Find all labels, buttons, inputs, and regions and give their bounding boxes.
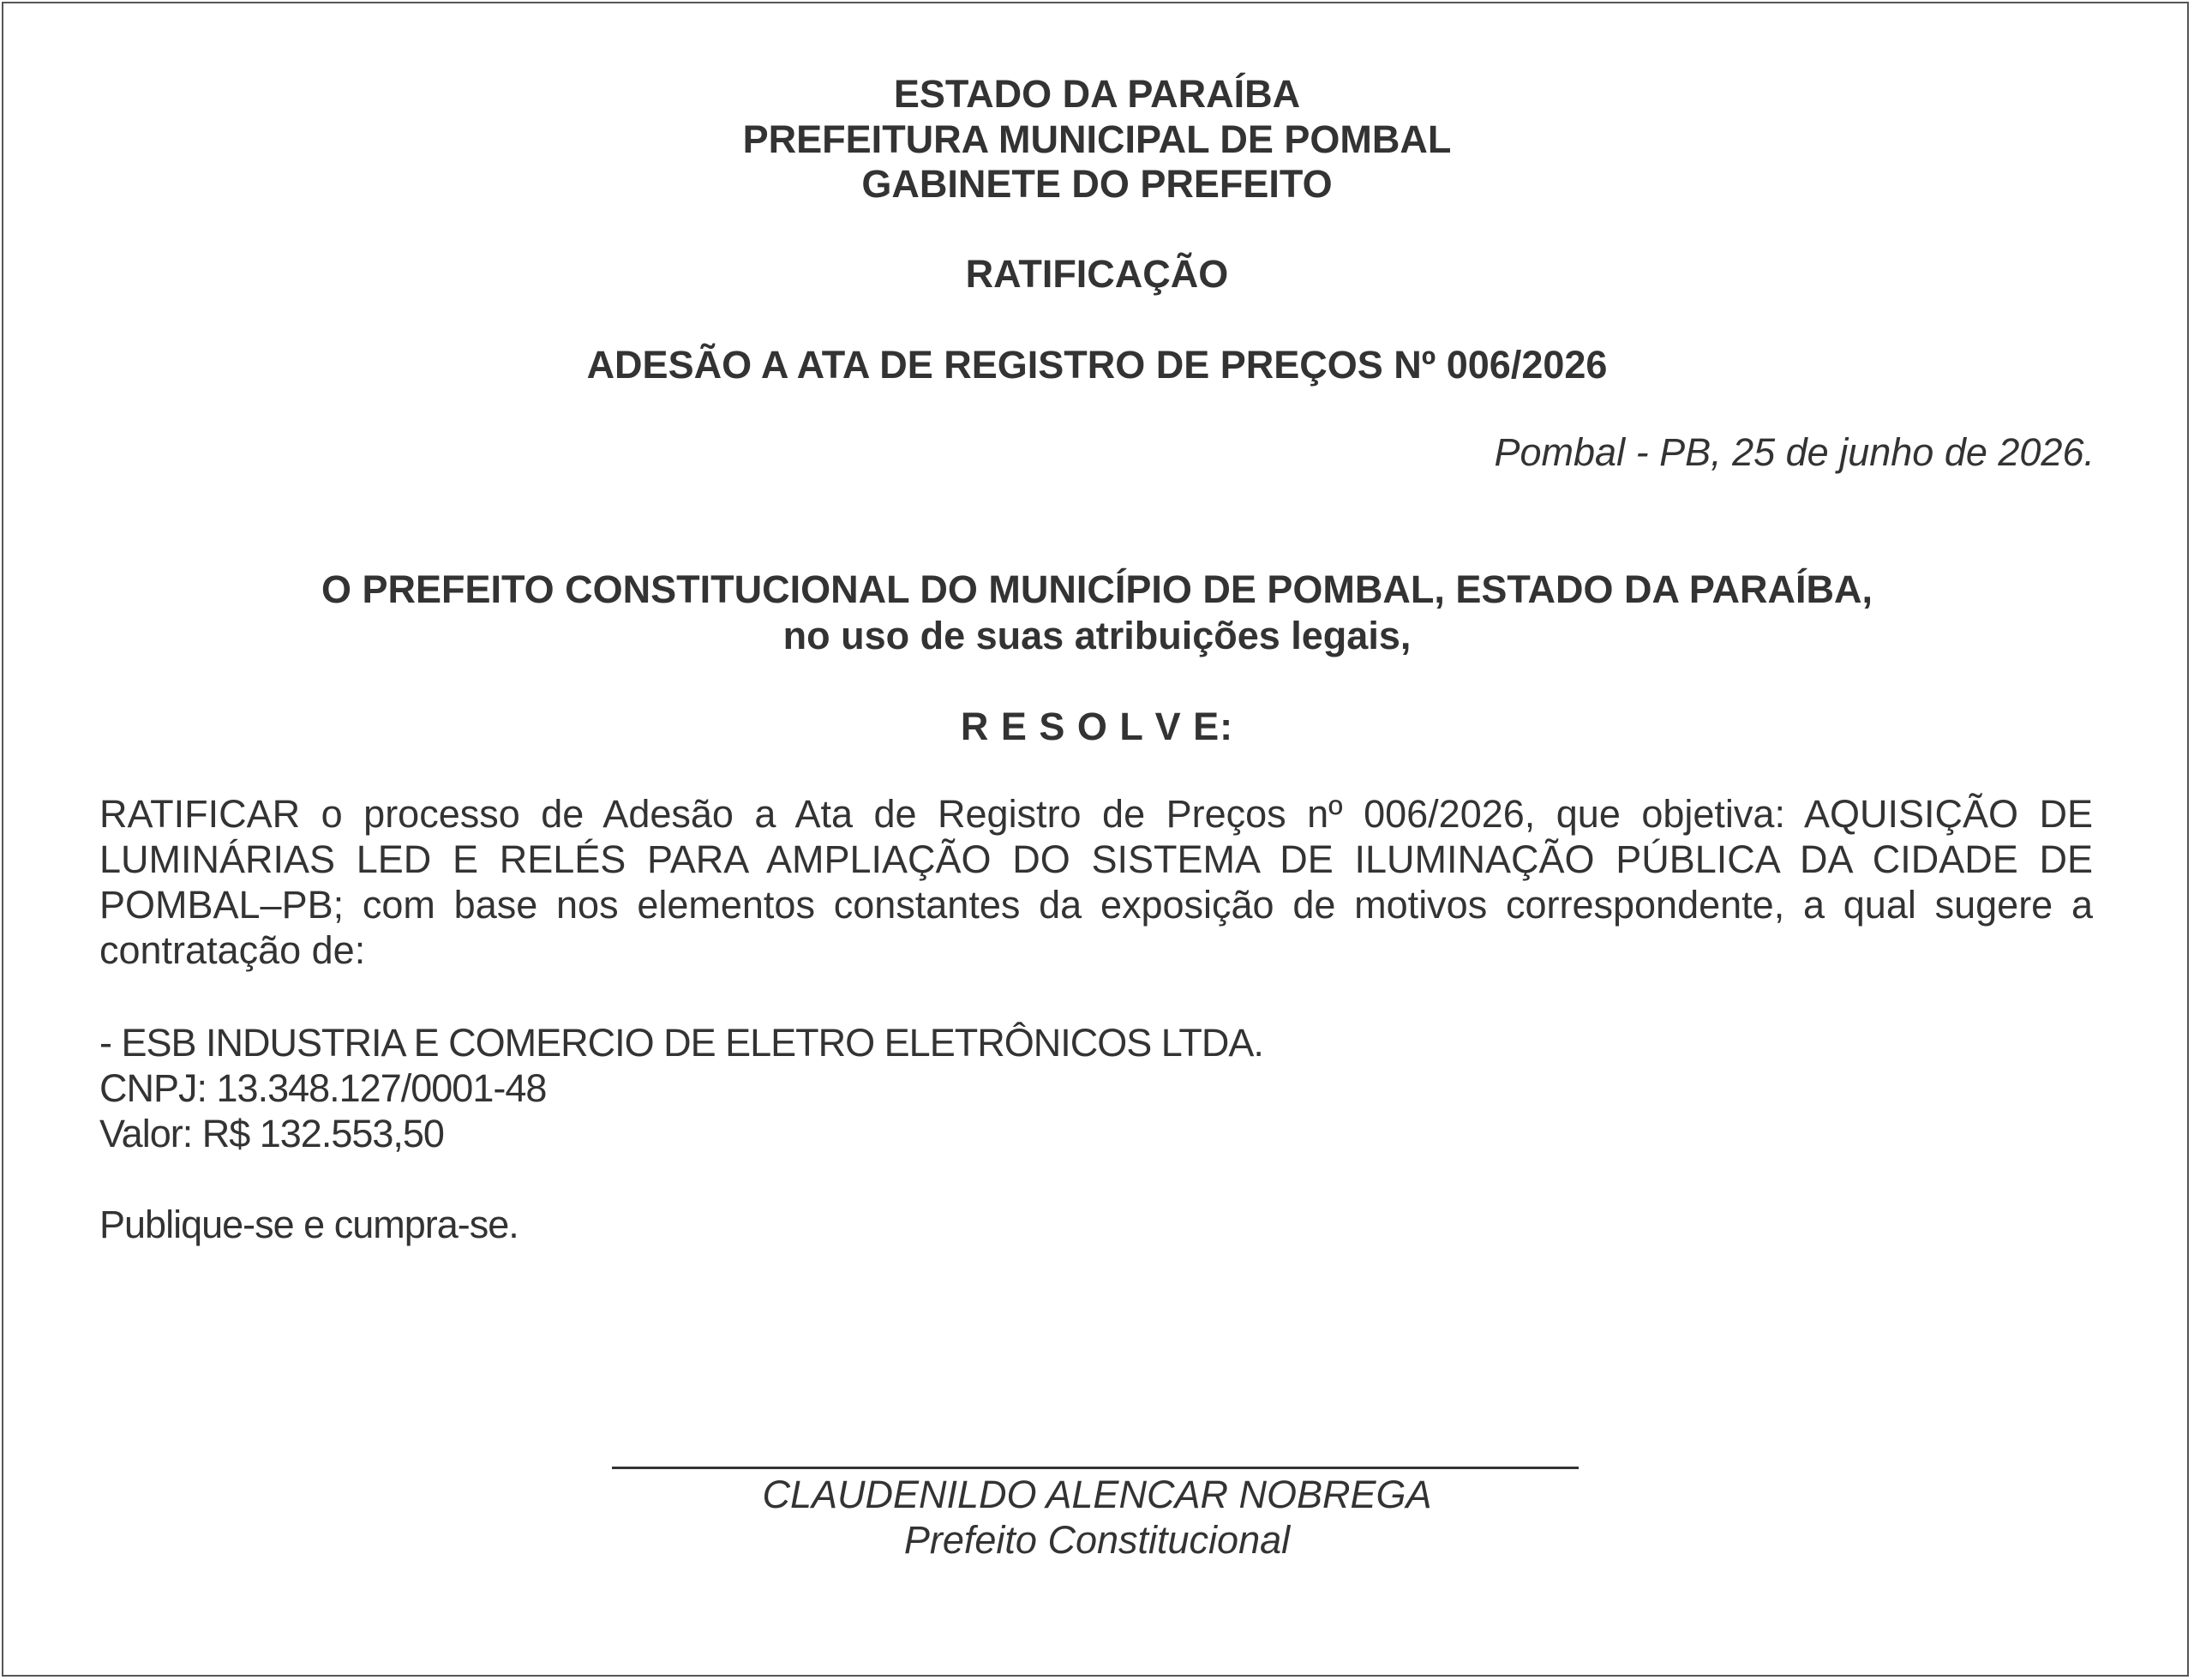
signatory-name: CLAUDENILDO ALENCAR NOBREGA — [762, 1473, 1432, 1516]
signature-line — [612, 1467, 1579, 1469]
preamble-line-1: O PREFEITO CONSTITUCIONAL DO MUNICÍPIO DE POMBAL, ESTADO DA PARAÍBA, — [321, 567, 1873, 611]
contractor-name: - ESB INDUSTRIA E COMERCIO DE ELETRO ELETRÔNICOS LTDA. — [99, 1021, 1263, 1065]
document-subject: ADESÃO A ATA DE REGISTRO DE PREÇOS Nº 006/2026 — [586, 343, 1608, 387]
date-line: Pombal - PB, 25 de junho de 2026. — [1494, 430, 2095, 474]
paragraph-line: contratação de: — [99, 928, 366, 972]
preamble-line-2: no uso de suas atribuições legais, — [782, 614, 1412, 657]
contractor-block — [99, 1020, 2093, 1156]
resolve-heading: R E S O L V E: — [960, 705, 1234, 748]
document-type: RATIFICAÇÃO — [965, 252, 1229, 296]
signatory-title: Prefeito Constitucional — [903, 1518, 1291, 1562]
paragraph-line: RATIFICAR o processo de Adesão a Ata de Registro de Preços nº 006/2026, que objetiva: AQUISIÇÃO DE — [99, 792, 2093, 836]
paragraph-line: POMBAL–PB; com base nos elementos constantes da exposição de motivos correspondente, a qual sugere a — [99, 883, 2093, 927]
header-city-hall: PREFEITURA MUNICIPAL DE POMBAL — [742, 117, 1452, 161]
closing-text: Publique-se e cumpra-se. — [99, 1203, 519, 1246]
paragraph-line: LUMINÁRIAS LED E RELÉS PARA AMPLIAÇÃO DO SISTEMA DE ILUMINAÇÃO PÚBLICA DA CIDADE DE — [99, 837, 2093, 881]
contractor-value: Valor: R$ 132.553,50 — [99, 1112, 444, 1155]
header-office: GABINETE DO PREFEITO — [861, 162, 1333, 206]
ratification-paragraph — [99, 791, 2093, 973]
contractor-cnpj: CNPJ: 13.348.127/0001-48 — [99, 1066, 547, 1110]
header-state: ESTADO DA PARAÍBA — [893, 72, 1301, 116]
